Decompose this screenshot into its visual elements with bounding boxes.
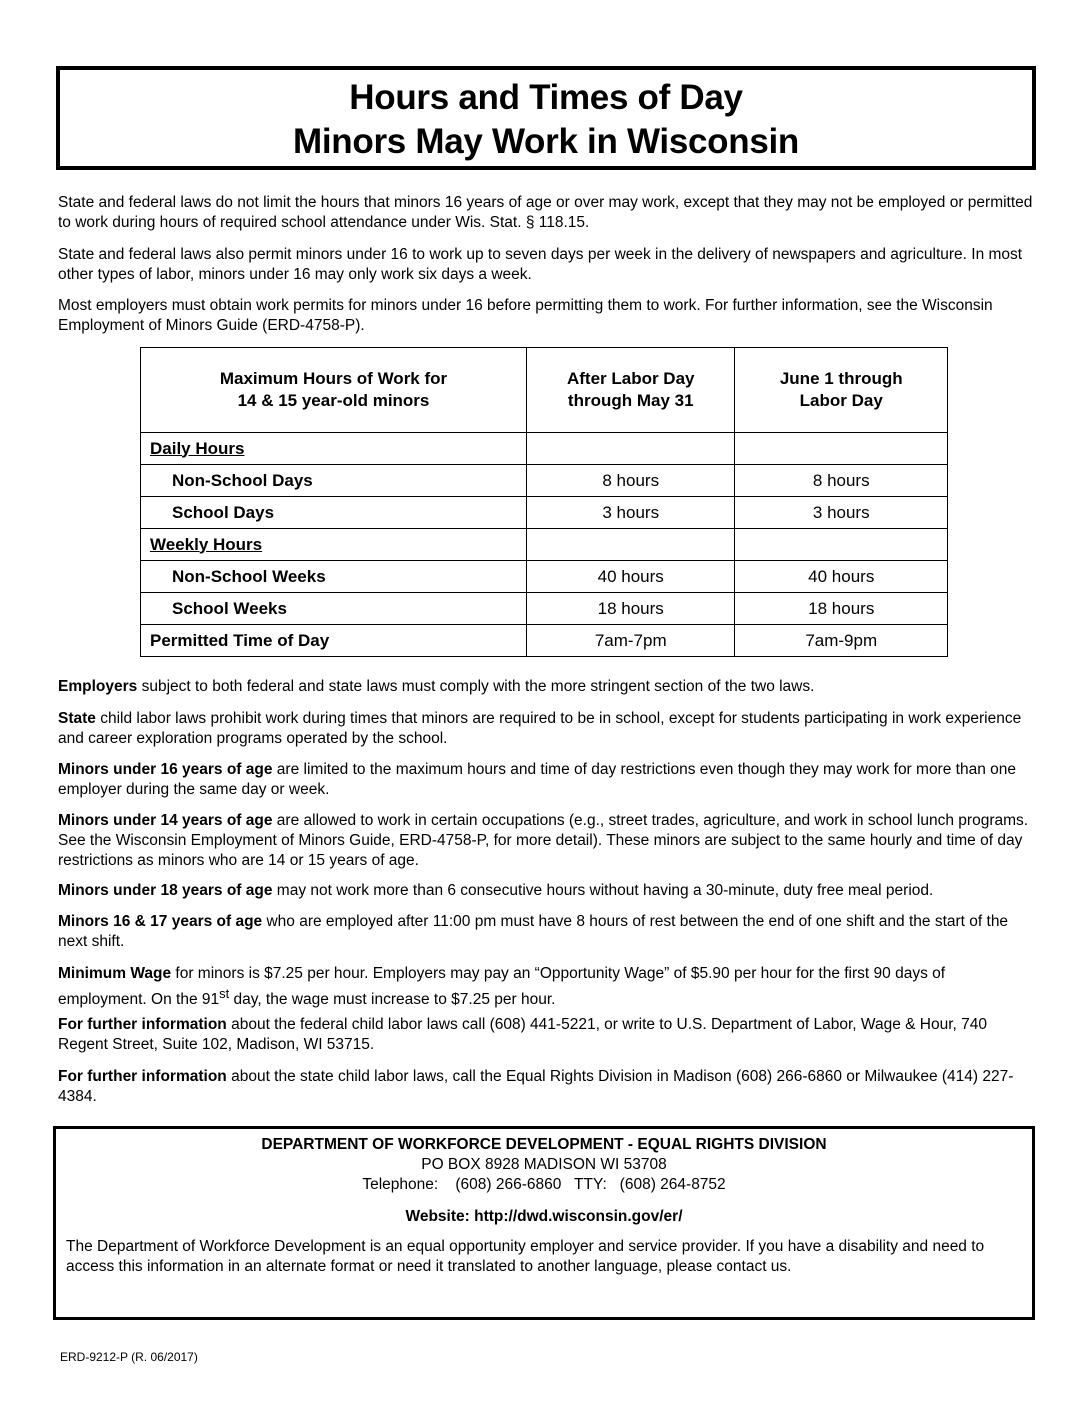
cell-june-1: 18 hours <box>735 593 948 625</box>
note-state <box>58 709 1038 749</box>
cell-after-labor-day: 7am-7pm <box>526 625 735 657</box>
note-lead: Minors 16 & 17 years of age <box>58 913 263 930</box>
note-lead: Employers <box>58 678 138 695</box>
header-after-labor-day <box>526 348 735 433</box>
note-text: about the federal child labor laws call (608) 441-5221, or write to U.S. Department of Labor, Wage & Hour, 740 Regent Street, Suite 102, Madison, WI 53715. <box>58 1016 987 1053</box>
cell-after-labor-day: 18 hours <box>526 593 735 625</box>
section-weekly-hours: Weekly Hours <box>141 529 527 561</box>
note-text: are limited to the maximum hours and time of day restrictions even though they may work for more than one employer during the same day or week. <box>58 761 1016 798</box>
table-row <box>141 497 948 529</box>
page-title-line-1: Hours and Times of Day <box>349 78 743 117</box>
note-minors-under-16 <box>58 760 1038 800</box>
note-employers <box>58 677 1038 697</box>
header-june-1-line-1: June 1 through <box>779 369 903 388</box>
empty-cell <box>735 433 948 465</box>
page-title-line-2: Minors May Work in Wisconsin <box>293 122 799 161</box>
department-name: DEPARTMENT OF WORKFORCE DEVELOPMENT - EQUAL RIGHTS DIVISION <box>261 1136 827 1153</box>
note-text: subject to both federal and state laws must comply with the more stringent section of the two laws. <box>137 678 815 695</box>
note-federal-info <box>58 1015 1038 1055</box>
note-lead: Minors under 18 years of age <box>58 882 273 899</box>
header-max-hours <box>141 348 527 433</box>
note-text: day, the wage must increase to $7.25 per hour. <box>229 991 556 1009</box>
note-minors-under-14 <box>58 811 1038 871</box>
intro-paragraph-1: State and federal laws do not limit the hours that minors 16 years of age or over may work, except that they may not be employed or permitted to work during hours of required school attendance under Wis. Stat. § 118.15. <box>58 194 1033 231</box>
empty-cell <box>526 433 735 465</box>
note-text: may not work more than 6 consecutive hours without having a 30-minute, duty free meal period. <box>272 882 934 899</box>
note-minimum-wage <box>58 964 1038 1010</box>
cell-after-labor-day: 40 hours <box>526 561 735 593</box>
document-id: ERD-9212-P (R. 06/2017) <box>60 1350 198 1364</box>
note-text: are allowed to work in certain occupations (e.g., street trades, agriculture, and work in school lunch programs. See the Wisconsin Employment of Minors Guide, ERD-4758-P, for more detail). These minors are subject to the same hourly and time of day restrictions as minors who are 14 or 15 years of age. <box>58 812 1029 869</box>
header-june-1-line-2: Labor Day <box>799 391 883 410</box>
empty-cell <box>526 529 735 561</box>
header-max-hours-line-2: 14 & 15 year-old minors <box>237 391 430 410</box>
row-label-non-school-weeks: Non-School Weeks <box>141 561 527 593</box>
table-row <box>141 625 948 657</box>
empty-cell <box>735 529 948 561</box>
note-minors-16-17 <box>58 912 1038 952</box>
cell-june-1: 3 hours <box>735 497 948 529</box>
table-row <box>141 433 948 465</box>
intro-paragraph-3: Most employers must obtain work permits for minors under 16 before permitting them to work. For further information, see the Wisconsin Employment of Minors Guide (ERD-4758-P). <box>58 297 993 334</box>
note-text: who are employed after 11:00 pm must have 8 hours of rest between the end of one shift and the start of the next shift. <box>58 913 1009 950</box>
table-row <box>141 561 948 593</box>
note-text: for minors is $7.25 per hour. Employers may pay an “Opportunity Wage” of $5.90 per hour for the first 90 days of employment. On the 91 <box>58 965 946 1009</box>
footer-box <box>53 1126 1035 1320</box>
section-daily-hours: Daily Hours <box>141 433 527 465</box>
row-label-non-school-days: Non-School Days <box>141 465 527 497</box>
note-lead: Minors under 14 years of age <box>58 812 273 829</box>
note-lead: For further information <box>58 1068 227 1085</box>
note-lead: Minimum Wage <box>58 965 172 982</box>
note-superscript: st <box>219 986 230 1001</box>
note-minors-under-18 <box>58 881 1038 901</box>
table-row <box>141 529 948 561</box>
table-row <box>141 465 948 497</box>
mailing-address: PO BOX 8928 MADISON WI 53708 <box>421 1156 667 1173</box>
note-state-info <box>58 1067 1038 1107</box>
row-label-permitted-time: Permitted Time of Day <box>141 625 527 657</box>
note-lead: Minors under 16 years of age <box>58 761 273 778</box>
cell-june-1: 8 hours <box>735 465 948 497</box>
header-after-labor-day-line-2: through May 31 <box>567 391 694 410</box>
note-text: child labor laws prohibit work during times that minors are required to be in school, except for students participating in work experience and career exploration programs operated by the school. <box>58 710 1022 747</box>
eeo-statement: The Department of Workforce Development is an equal opportunity employer and service provider. If you have a disability and need to access this information in an alternate format or need it translated to another language, please contact us. <box>66 1238 985 1275</box>
table-row <box>141 593 948 625</box>
note-lead: State <box>58 710 96 727</box>
website: Website: http://dwd.wisconsin.gov/er/ <box>405 1208 683 1225</box>
note-text: about the state child labor laws, call the Equal Rights Division in Madison (608) 266-6860 or Milwaukee (414) 227-4384. <box>58 1068 1014 1105</box>
header-max-hours-line-1: Maximum Hours of Work for <box>219 369 448 388</box>
cell-june-1: 40 hours <box>735 561 948 593</box>
title-box <box>56 66 1036 170</box>
cell-june-1: 7am-9pm <box>735 625 948 657</box>
note-lead: For further information <box>58 1016 227 1033</box>
cell-after-labor-day: 8 hours <box>526 465 735 497</box>
header-june-1 <box>735 348 948 433</box>
hours-table <box>140 347 948 657</box>
phone-numbers: Telephone: (608) 266-6860 TTY: (608) 264-8752 <box>362 1176 726 1193</box>
row-label-school-days: School Days <box>141 497 527 529</box>
table-header-row <box>141 348 948 433</box>
header-after-labor-day-line-1: After Labor Day <box>566 369 695 388</box>
intro-paragraph-2: State and federal laws also permit minors under 16 to work up to seven days per week in the delivery of newspapers and agriculture. In most other types of labor, minors under 16 may only work six days a week. <box>58 246 1023 283</box>
cell-after-labor-day: 3 hours <box>526 497 735 529</box>
row-label-school-weeks: School Weeks <box>141 593 527 625</box>
